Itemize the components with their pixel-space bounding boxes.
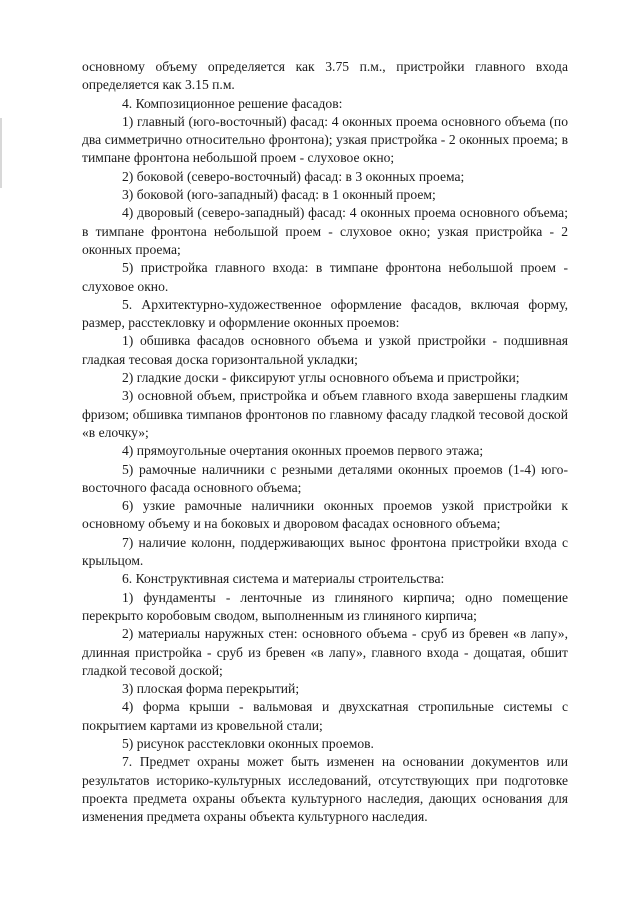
section-heading: 4. Композиционное решение фасадов: (122, 95, 343, 111)
list-item: 1) фундаменты - ленточные из глиняного кирпича; одно помещение перекрыто коробовым сводом, выполненным из глиняного кирпича; (82, 589, 568, 623)
section-heading: 5. Архитектурно-художественное оформление фасадов, включая форму, размер, расстекловку и оформление оконных проемов: (82, 296, 568, 331)
list-item: 4) прямоугольные очертания оконных проемов первого этажа; (122, 443, 484, 459)
list-item: 1) главный (юго-восточный) фасад: 4 оконных проема основного объема (по два симметрично относительно фронтона); узкая пристройка - 2 оконных проема; в тимпане фронтона небольшой проем - слуховое окно; (82, 113, 568, 166)
list-item: 6) узкие рамочные наличники оконных проемов узкой пристройки к основному объему и на боковых и дворовом фасадах основного объема; (82, 498, 568, 532)
list-item: 5) рамочные наличники с резными деталями оконных проемов (1-4) юго-восточного фасада основного объема; (82, 461, 568, 495)
list-item: 5) пристройка главного входа: в тимпане фронтона небольшой проем - слуховое окно. (82, 260, 568, 294)
list-item: 2) гладкие доски - фиксируют углы основного объема и пристройки; (122, 370, 520, 386)
paragraph: основному объему определяется как 3.75 п.м., пристройки главного входа определяется как 3.15 п.м. (82, 59, 568, 93)
list-item: 3) плоская форма перекрытий; (122, 681, 300, 697)
list-item: 3) боковой (юго-западный) фасад: в 1 оконный проем; (122, 187, 436, 203)
list-item: 1) обшивка фасадов основного объема и узкой пристройки - подшивная гладкая тесовая доска горизонтальной укладки; (82, 333, 568, 367)
document-body (82, 58, 568, 826)
list-item: 4) дворовый (северо-западный) фасад: 4 оконных проема основного объема; в тимпане фронтона небольшой проем - слуховое окно; узкая пристройка - 2 оконных проема; (82, 205, 568, 257)
list-item: 3) основной объем, пристройка и объем главного входа завершены гладким фризом; обшивка тимпанов фронтонов по главному фасаду гладкой тесовой доской «в елочку»; (82, 388, 568, 440)
section-heading: 6. Конструктивная система и материалы строительства: (122, 571, 445, 587)
list-item: 7) наличие колонн, поддерживающих вынос фронтона пристройки входа с крыльцом. (82, 534, 568, 569)
list-item: 4) форма крыши - вальмовая и двухскатная стропильные системы с покрытием картами из кровельной стали; (82, 699, 568, 733)
list-item: 2) боковой (северо-восточный) фасад: в 3 оконных проема; (122, 168, 465, 184)
scan-edge-mark (0, 118, 2, 188)
list-item: 5) рисунок расстекловки оконных проемов. (122, 735, 374, 751)
section-heading: 7. Предмет охраны может быть изменен на основании документов или результатов историко-культурных исследований, отсутствующих при подготовке проекта предмета охраны объекта культурного наследия, дающих основания для изменения предмета охраны объекта культурного наследия. (82, 754, 568, 825)
list-item: 2) материалы наружных стен: основного объема - сруб из бревен «в лапу», длинная пристройка - сруб из бревен «в лапу», главного входа - дощатая, обшит гладкой тесовой доской; (82, 626, 568, 678)
